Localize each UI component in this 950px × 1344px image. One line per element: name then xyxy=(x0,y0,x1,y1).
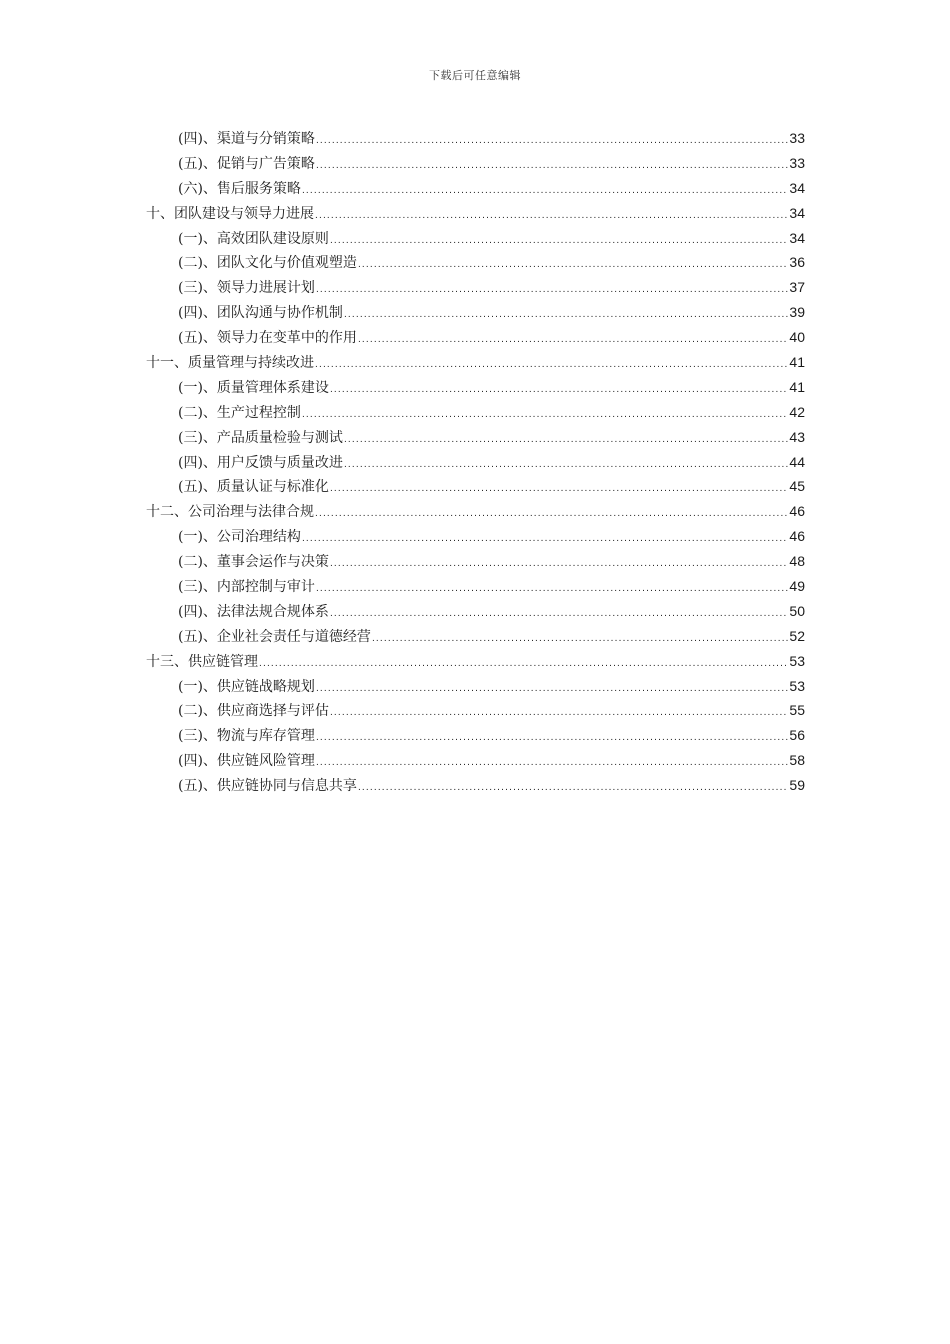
toc-dot-leader xyxy=(330,552,788,577)
toc-section-entry[interactable] xyxy=(146,151,805,176)
toc-dot-leader xyxy=(330,378,788,403)
toc-entry-title: (五)、促销与广告策略 xyxy=(178,155,315,172)
toc-section-entry[interactable] xyxy=(146,524,805,549)
toc-dot-leader xyxy=(316,677,788,702)
toc-chapter-entry[interactable] xyxy=(146,649,805,674)
toc-section-entry[interactable] xyxy=(146,748,805,773)
toc-page-number: 46 xyxy=(789,503,805,520)
toc-section-entry[interactable] xyxy=(146,300,805,325)
toc-page-number: 49 xyxy=(789,578,805,595)
toc-section-entry[interactable] xyxy=(146,624,805,649)
toc-entry-title: (一)、公司治理结构 xyxy=(178,529,301,546)
toc-entry-title: (五)、领导力在变革中的作用 xyxy=(178,330,357,347)
toc-entry-title: (三)、物流与库存管理 xyxy=(178,728,315,745)
toc-dot-leader xyxy=(358,253,788,278)
toc-entry-title: (四)、团队沟通与协作机制 xyxy=(178,305,343,322)
toc-entry-title: 十、团队建设与领导力进展 xyxy=(146,205,314,222)
toc-section-entry[interactable] xyxy=(146,698,805,723)
toc-entry-title: (三)、内部控制与审计 xyxy=(178,579,315,596)
toc-dot-leader xyxy=(344,303,788,328)
page-header: 下载后可任意编辑 xyxy=(429,69,521,82)
toc-page-number: 34 xyxy=(789,204,805,221)
toc-dot-leader xyxy=(316,726,788,751)
toc-entry-title: (三)、产品质量检验与测试 xyxy=(178,429,343,446)
toc-section-entry[interactable] xyxy=(146,425,805,450)
toc-section-entry[interactable] xyxy=(146,599,805,624)
toc-entry-title: (四)、供应链风险管理 xyxy=(178,753,315,770)
toc-page-number: 43 xyxy=(789,428,805,445)
toc-dot-leader xyxy=(358,328,788,353)
toc-section-entry[interactable] xyxy=(146,176,805,201)
toc-page-number: 59 xyxy=(789,777,805,794)
toc-entry-title: (一)、高效团队建设原则 xyxy=(178,230,329,247)
toc-page-number: 53 xyxy=(789,677,805,694)
toc-page-number: 34 xyxy=(789,179,805,196)
toc-page-number: 53 xyxy=(789,652,805,669)
toc-page-number: 50 xyxy=(789,602,805,619)
toc-section-entry[interactable] xyxy=(146,674,805,699)
toc-entry-title: (二)、供应商选择与评估 xyxy=(178,703,329,720)
toc-page-number: 56 xyxy=(789,727,805,744)
toc-dot-leader xyxy=(344,428,788,453)
toc-section-entry[interactable] xyxy=(146,250,805,275)
toc-section-entry[interactable] xyxy=(146,325,805,350)
toc-chapter-entry[interactable] xyxy=(146,350,805,375)
toc-page-number: 42 xyxy=(789,403,805,420)
toc-section-entry[interactable] xyxy=(146,773,805,798)
toc-page-number: 40 xyxy=(789,329,805,346)
toc-entry-title: (四)、法律法规合规体系 xyxy=(178,603,329,620)
toc-dot-leader xyxy=(315,353,788,378)
toc-entry-title: (四)、用户反馈与质量改进 xyxy=(178,454,343,471)
toc-page-number: 58 xyxy=(789,752,805,769)
toc-entry-title: (四)、渠道与分销策略 xyxy=(178,131,315,147)
toc-entry-title: 十三、供应链管理 xyxy=(146,653,258,670)
toc-dot-leader xyxy=(302,179,788,204)
toc-section-entry[interactable] xyxy=(146,375,805,400)
toc-entry-title: (一)、质量管理体系建设 xyxy=(178,379,329,396)
toc-page-number: 37 xyxy=(789,279,805,296)
toc-entry-title: (二)、董事会运作与决策 xyxy=(178,554,329,571)
toc-dot-leader xyxy=(372,627,788,652)
toc-dot-leader xyxy=(316,577,788,602)
toc-chapter-entry[interactable] xyxy=(146,499,805,524)
toc-dot-leader xyxy=(315,502,788,527)
toc-section-entry[interactable] xyxy=(146,400,805,425)
toc-section-entry[interactable] xyxy=(146,126,805,151)
toc-page-number: 41 xyxy=(789,378,805,395)
toc-page-number: 41 xyxy=(789,354,805,371)
toc-dot-leader xyxy=(344,453,788,478)
toc-page-number: 48 xyxy=(789,553,805,570)
toc-page-number: 39 xyxy=(789,304,805,321)
toc-section-entry[interactable] xyxy=(146,549,805,574)
toc-dot-leader xyxy=(358,776,788,801)
toc-section-entry[interactable] xyxy=(146,723,805,748)
toc-dot-leader xyxy=(330,229,788,254)
toc-dot-leader xyxy=(330,477,788,502)
toc-page-number: 33 xyxy=(789,130,805,146)
toc-entry-title: (五)、供应链协同与信息共享 xyxy=(178,778,357,795)
toc-section-entry[interactable] xyxy=(146,226,805,251)
toc-entry-title: 十二、公司治理与法律合规 xyxy=(146,504,314,521)
toc-dot-leader xyxy=(316,278,788,303)
toc-page-number: 46 xyxy=(789,528,805,545)
toc-dot-leader xyxy=(259,652,788,677)
toc-dot-leader xyxy=(302,527,788,552)
toc-page-number: 44 xyxy=(789,453,805,470)
toc-chapter-entry[interactable] xyxy=(146,201,805,226)
toc-entry-title: (二)、生产过程控制 xyxy=(178,404,301,421)
toc-dot-leader xyxy=(330,602,788,627)
toc-entry-title: (三)、领导力进展计划 xyxy=(178,280,315,297)
toc-entry-title: (六)、售后服务策略 xyxy=(178,180,301,197)
toc-section-entry[interactable] xyxy=(146,450,805,475)
toc-entry-title: (二)、团队文化与价值观塑造 xyxy=(178,255,357,272)
toc-dot-leader xyxy=(316,129,788,154)
toc-page-number: 33 xyxy=(789,154,805,171)
toc-section-entry[interactable] xyxy=(146,474,805,499)
toc-page-number: 36 xyxy=(789,254,805,271)
toc-page-number: 55 xyxy=(789,702,805,719)
table-of-contents xyxy=(146,126,805,798)
toc-dot-leader xyxy=(315,204,788,229)
toc-page-number: 52 xyxy=(789,627,805,644)
toc-entry-title: (一)、供应链战略规划 xyxy=(178,678,315,695)
toc-section-entry[interactable] xyxy=(146,574,805,599)
toc-dot-leader xyxy=(316,154,788,179)
toc-dot-leader xyxy=(330,701,788,726)
toc-entry-title: 十一、质量管理与持续改进 xyxy=(146,355,314,372)
toc-dot-leader xyxy=(302,403,788,428)
toc-section-entry[interactable] xyxy=(146,275,805,300)
toc-page-number: 45 xyxy=(789,478,805,495)
toc-dot-leader xyxy=(316,751,788,776)
toc-page-number: 34 xyxy=(789,229,805,246)
toc-entry-title: (五)、企业社会责任与道德经营 xyxy=(178,628,371,645)
toc-entry-title: (五)、质量认证与标准化 xyxy=(178,479,329,496)
